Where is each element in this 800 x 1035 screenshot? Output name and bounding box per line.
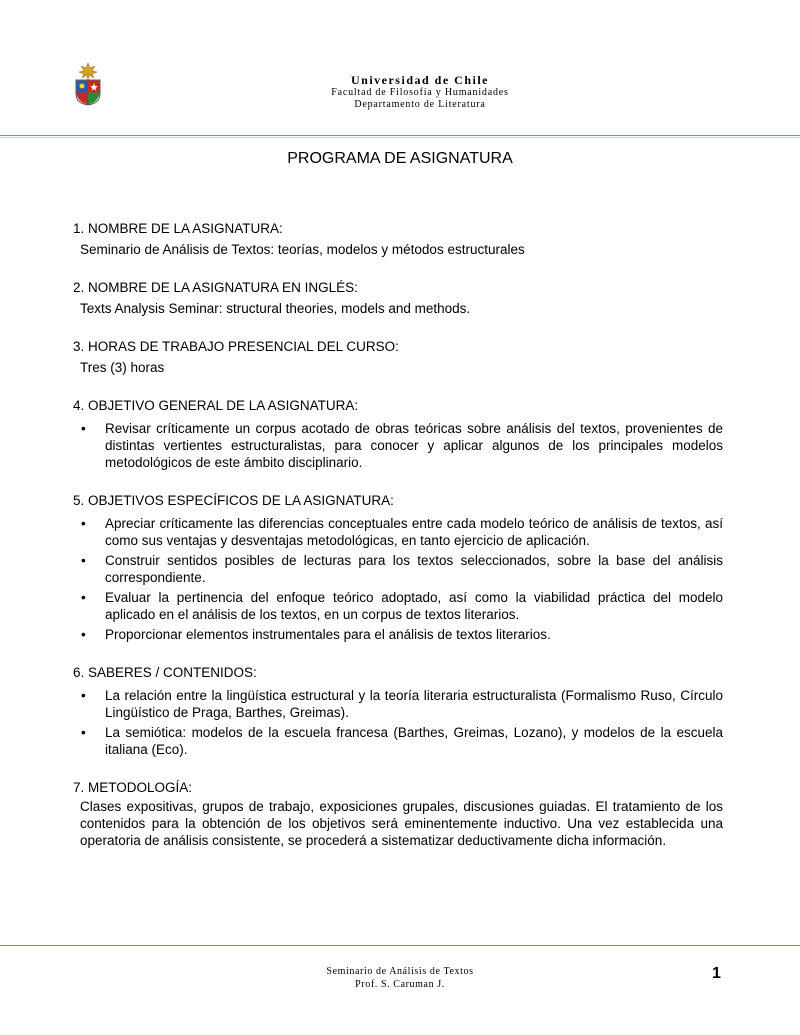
header-divider [0,135,800,136]
section-heading: 4. OBJETIVO GENERAL DE LA ASIGNATURA: [73,398,359,413]
bullet-icon: • [81,553,86,568]
bullet-list [73,687,723,758]
university-crest-icon [73,62,103,106]
faculty-name: Facultad de Filosofía y Humanidades [331,87,509,98]
section-heading: 7. METODOLOGÍA: [73,780,193,795]
section-heading: 1. NOMBRE DE LA ASIGNATURA: [73,221,283,236]
bullet-icon: • [81,421,86,436]
page-footer [240,965,560,991]
list-item: • Apreciar críticamente las diferencias conceptuales entre cada modelo teórico de análisis de textos, así como sus ventajas y desventajas metodológicas, en tanto ejercicio de aplicación. [81,516,723,548]
section-specific-objectives [73,492,723,643]
section-course-name-english [73,279,723,317]
section-methodology [73,779,723,849]
footer-course: Seminario de Análisis de Textos [326,966,474,977]
list-item: • Revisar críticamente un corpus acotado de obras teóricas sobre análisis del textos, provenientes de distintas vertientes estructuralistas, para conocer y aplicar algunos de los principales modelos metodológicos de este ámbito disciplinario. [81,421,723,470]
page-number: 1 [712,965,721,982]
section-hours [73,338,723,376]
bullet-icon: • [81,590,86,605]
section-heading: 6. SABERES / CONTENIDOS: [73,665,257,680]
section-contents [73,664,723,758]
section-text: Tres (3) horas [80,360,165,375]
bullet-icon: • [81,516,86,531]
section-text: Clases expositivas, grupos de trabajo, exposiciones grupales, discusiones guiadas. El tratamiento de los contenidos para la obtención de los objetivos será eminentemente inductivo. Una vez establecida una operatoria de análisis consistente, se procederá a sistematizar deductivamente dicha información. [80,799,723,848]
list-item: • Proporcionar elementos instrumentales para el análisis de textos literarios. [81,627,551,642]
university-name: Universidad de Chile [350,73,489,87]
section-heading: 2. NOMBRE DE LA ASIGNATURA EN INGLÉS: [73,280,358,295]
section-text: Texts Analysis Seminar: structural theories, models and methods. [80,301,471,316]
bullet-icon: • [81,688,86,703]
section-text: Seminario de Análisis de Textos: teorías, modelos y métodos estructurales [80,242,525,257]
list-item: • Construir sentidos posibles de lecturas para los textos seleccionados, sobre la base del análisis correspondiente. [81,553,723,585]
section-heading: 5. OBJETIVOS ESPECÍFICOS DE LA ASIGNATURA: [73,493,394,508]
list-item: • La relación entre la lingüística estructural y la teoría literaria estructuralista (Formalismo Ruso, Círculo Lingüístico de Praga, Barthes, Greimas). [81,688,723,720]
bullet-list [73,515,723,643]
document-body [73,220,723,870]
page-title: PROGRAMA DE ASIGNATURA [287,150,513,167]
list-item: • La semiótica: modelos de la escuela francesa (Barthes, Greimas, Lozano), y modelos de la escuela italiana (Eco). [81,725,723,757]
list-item: • Evaluar la pertinencia del enfoque teórico adoptado, así como la viabilidad práctica del modelo aplicado en el análisis de los textos, en un corpus de textos literarios. [81,590,723,622]
bullet-icon: • [81,627,86,642]
section-general-objective [73,397,723,471]
header-divider-shadow [0,137,800,138]
department-name: Departamento de Literatura [354,99,486,110]
bullet-list [73,420,723,471]
letterhead [260,73,580,111]
section-course-name [73,220,723,258]
footer-divider [0,945,800,946]
section-heading: 3. HORAS DE TRABAJO PRESENCIAL DEL CURSO: [73,339,399,354]
bullet-icon: • [81,725,86,740]
footer-professor: Prof. S. Caruman J. [355,979,445,990]
